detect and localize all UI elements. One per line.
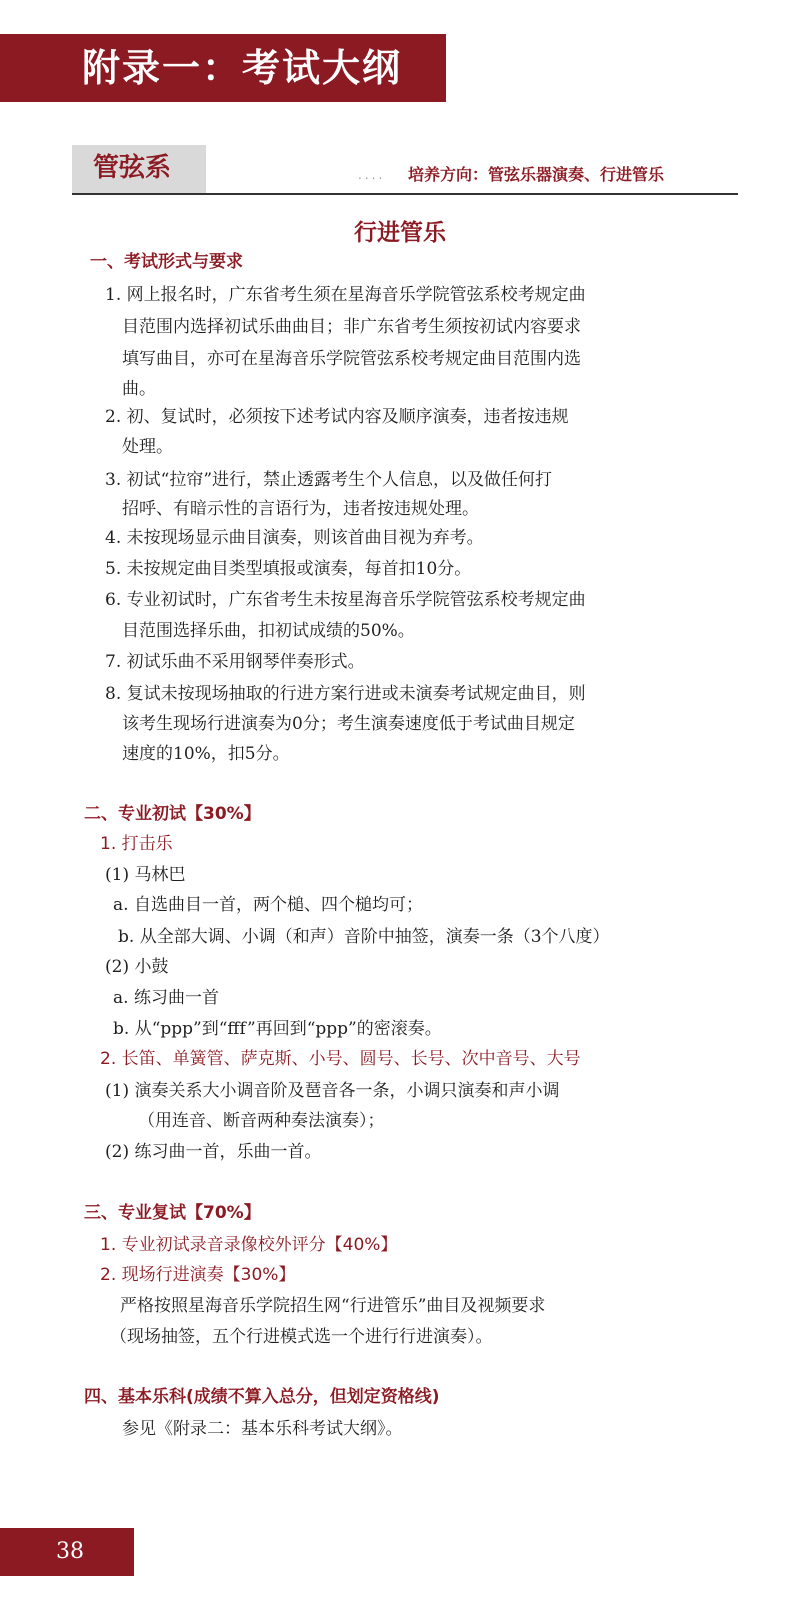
rule-line: 6. 专业初试时，广东省考生未按星海音乐学院管弦系校考规定曲 — [105, 590, 586, 610]
page-title: 附录一：考试大纲 — [82, 46, 403, 90]
item-line: (1) 马林巴 — [105, 865, 186, 885]
rule-line: 4. 未按现场显示曲目演奏，则该首曲目视为弃考。 — [105, 528, 484, 548]
item-line: （现场抽签，五个行进模式选一个进行行进演奏）。 — [110, 1327, 493, 1347]
subject-title: 行进管乐 — [354, 220, 446, 246]
rule-line: 7. 初试乐曲不采用钢琴伴奏形式。 — [105, 652, 365, 672]
rule-line: 目范围内选择初试乐曲曲目；非广东省考生须按初试内容要求 — [122, 317, 581, 337]
section-heading: 四、基本乐科(成绩不算入总分，但划定资格线) — [84, 1387, 440, 1407]
item-line: (2) 练习曲一首，乐曲一首。 — [105, 1142, 322, 1162]
rule-line: 3. 初试“拉帘”进行，禁止透露考生个人信息，以及做任何打 — [105, 470, 553, 490]
item-line: b. 从全部大调、小调（和声）音阶中抽签，演奏一条（3个八度） — [118, 927, 610, 947]
item-line: a. 自选曲目一首，两个槌、四个槌均可； — [113, 895, 423, 915]
rule-line: 曲。 — [122, 379, 156, 399]
rule-line: 目范围选择乐曲，扣初试成绩的50%。 — [122, 621, 415, 641]
item-line: (2) 小鼓 — [105, 957, 169, 977]
rule-line: 处理。 — [122, 437, 173, 457]
rule-line: 该考生现场行进演奏为0分；考生演奏速度低于考试曲目规定 — [122, 714, 575, 734]
item-line: (1) 演奏关系大小调音阶及琶音各一条，小调只演奏和声小调 — [105, 1081, 560, 1101]
rule-line: 填写曲目，亦可在星海音乐学院管弦系校考规定曲目范围内选 — [122, 349, 581, 369]
header-divider — [72, 193, 738, 195]
training-direction: 培养方向：管弦乐器演奏、行进管乐 — [408, 165, 665, 184]
rule-line: 速度的10%，扣5分。 — [122, 744, 290, 764]
section-heading: 二、专业初试【30%】 — [84, 804, 261, 824]
rule-line: 1. 网上报名时，广东省考生须在星海音乐学院管弦系校考规定曲 — [105, 285, 586, 305]
department-label: 管弦系 — [93, 153, 172, 183]
section-heading: 一、考试形式与要求 — [90, 252, 243, 272]
item-line: 严格按照星海音乐学院招生网“行进管乐”曲目及视频要求 — [120, 1296, 546, 1316]
page-number: 38 — [56, 1539, 84, 1564]
item-line: 参见《附录二：基本乐科考试大纲》。 — [122, 1419, 403, 1439]
rule-line: 5. 未按规定曲目类型填报或演奏，每首扣10分。 — [105, 559, 472, 579]
item-line: b. 从“ppp”到“fff”再回到“ppp”的密滚奏。 — [113, 1019, 442, 1039]
item-line: （用连音、断音两种奏法演奏）； — [138, 1111, 385, 1131]
subsection-heading: 1. 打击乐 — [100, 834, 173, 854]
rule-line: 招呼、有暗示性的言语行为，违者按违规处理。 — [122, 499, 479, 519]
subsection-heading: 2. 长笛、单簧管、萨克斯、小号、圆号、长号、次中音号、大号 — [100, 1049, 581, 1069]
dot-leader: .... — [358, 168, 386, 182]
subsection-heading: 1. 专业初试录音录像校外评分【40%】 — [100, 1235, 398, 1255]
subsection-heading: 2. 现场行进演奏【30%】 — [100, 1265, 296, 1285]
section-heading: 三、专业复试【70%】 — [84, 1203, 261, 1223]
item-line: a. 练习曲一首 — [113, 988, 219, 1008]
rule-line: 2. 初、复试时，必须按下述考试内容及顺序演奏，违者按违规 — [105, 407, 569, 427]
rule-line: 8. 复试未按现场抽取的行进方案行进或未演奏考试规定曲目，则 — [105, 684, 586, 704]
